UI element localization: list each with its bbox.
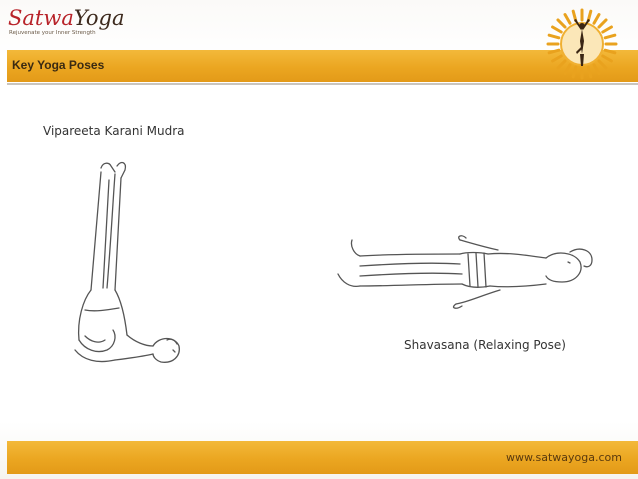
footer-bar [7,441,638,474]
pose-caption-shavasana: Shavasana (Relaxing Pose) [404,338,566,352]
logo-tagline: Rejuvenate your Inner Strength [9,30,96,36]
slide-title: Key Yoga Poses [12,58,105,72]
logo-wordmark [8,6,125,30]
brand-logo [8,6,138,40]
title-bar [7,50,638,82]
website-link[interactable]: www.satwayoga.com [506,451,622,464]
logo-part2: Yoga [73,6,125,30]
shoulderstand-figure-illustration [55,160,195,385]
sun-meditation-emblem-icon [546,8,618,80]
logo-part1: Satwa [8,6,74,30]
pose-caption-vipareeta: Vipareeta Karani Mudra [43,124,185,138]
title-underline [7,83,638,85]
lying-figure-illustration [330,232,602,314]
